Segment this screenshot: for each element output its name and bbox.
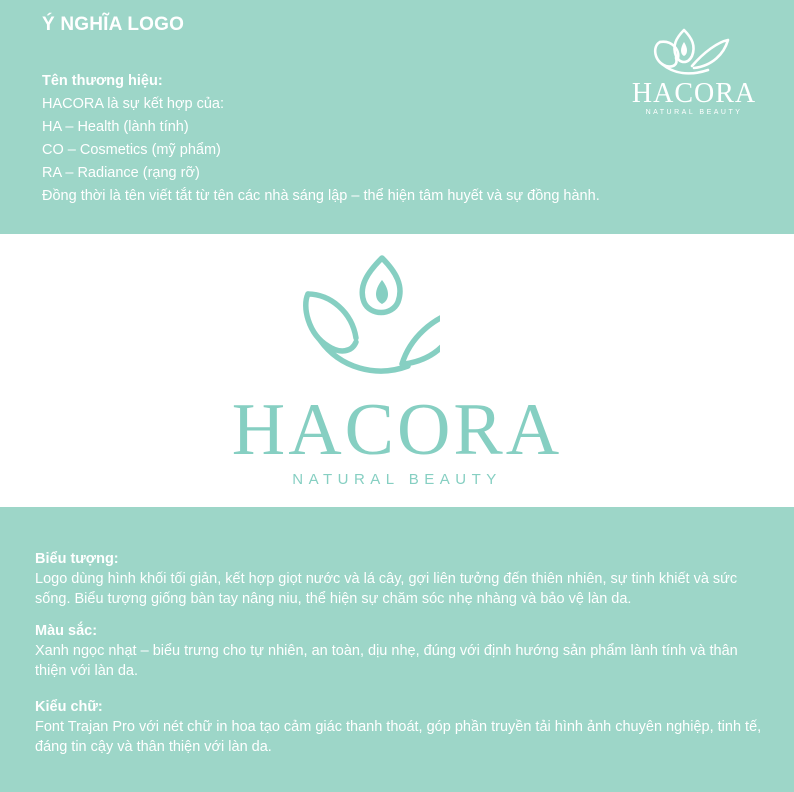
details-panel	[0, 507, 794, 792]
brand-name-line: Đồng thời là tên viết tắt từ tên các nhà sáng lập – thể hiện tâm huyết và sự đồng hành.	[42, 188, 600, 204]
main-tagline: NATURAL BEAUTY	[292, 471, 502, 488]
typeface-text: Font Trajan Pro với nét chữ in hoa tạo cảm giác thanh thoát, góp phần truyền tải hình ảnh chuyên nghiệp, tinh tế, đáng tin cậy và thân thiện với làn da.	[35, 719, 762, 755]
brand-name-section	[42, 70, 600, 208]
symbol-label: Biểu tượng:	[35, 551, 119, 567]
brand-name-label: Tên thương hiệu:	[42, 73, 163, 89]
color-text: Xanh ngọc nhạt – biểu trưng cho tự nhiên, an toàn, dịu nhẹ, đúng với định hướng sản phẩm lành tính và thân thiện với làn da.	[35, 643, 738, 679]
typeface-section	[35, 697, 770, 757]
lotus-drop-icon	[624, 28, 764, 80]
lotus-drop-logo-icon	[300, 254, 440, 382]
brand-name-line: RA – Radiance (rạng rỡ)	[42, 165, 200, 181]
corner-wordmark: HACORA	[631, 78, 757, 109]
brand-name-line: HA – Health (lành tính)	[42, 119, 189, 135]
color-section	[35, 621, 770, 681]
page-title: Ý NGHĨA LOGO	[42, 14, 185, 35]
symbol-section	[35, 549, 770, 609]
main-wordmark: HACORA	[231, 389, 563, 471]
symbol-text: Logo dùng hình khối tối giản, kết hợp giọt nước và lá cây, gợi liên tưởng đến thiên nhiên, sự tinh khiết và sức sống. Biểu tượng giống bàn tay nâng niu, thể hiện sự chăm sóc nhẹ nhàng và bảo vệ làn da.	[35, 571, 738, 607]
corner-tagline: NATURAL BEAUTY	[645, 109, 743, 116]
brand-name-line: CO – Cosmetics (mỹ phẩm)	[42, 142, 221, 158]
typeface-label: Kiểu chữ:	[35, 699, 103, 715]
corner-logo	[624, 28, 764, 120]
brand-name-line: HACORA là sự kết hợp của:	[42, 96, 225, 112]
intro-panel	[0, 0, 794, 234]
logo-showcase	[0, 234, 794, 507]
color-label: Màu sắc:	[35, 623, 98, 639]
